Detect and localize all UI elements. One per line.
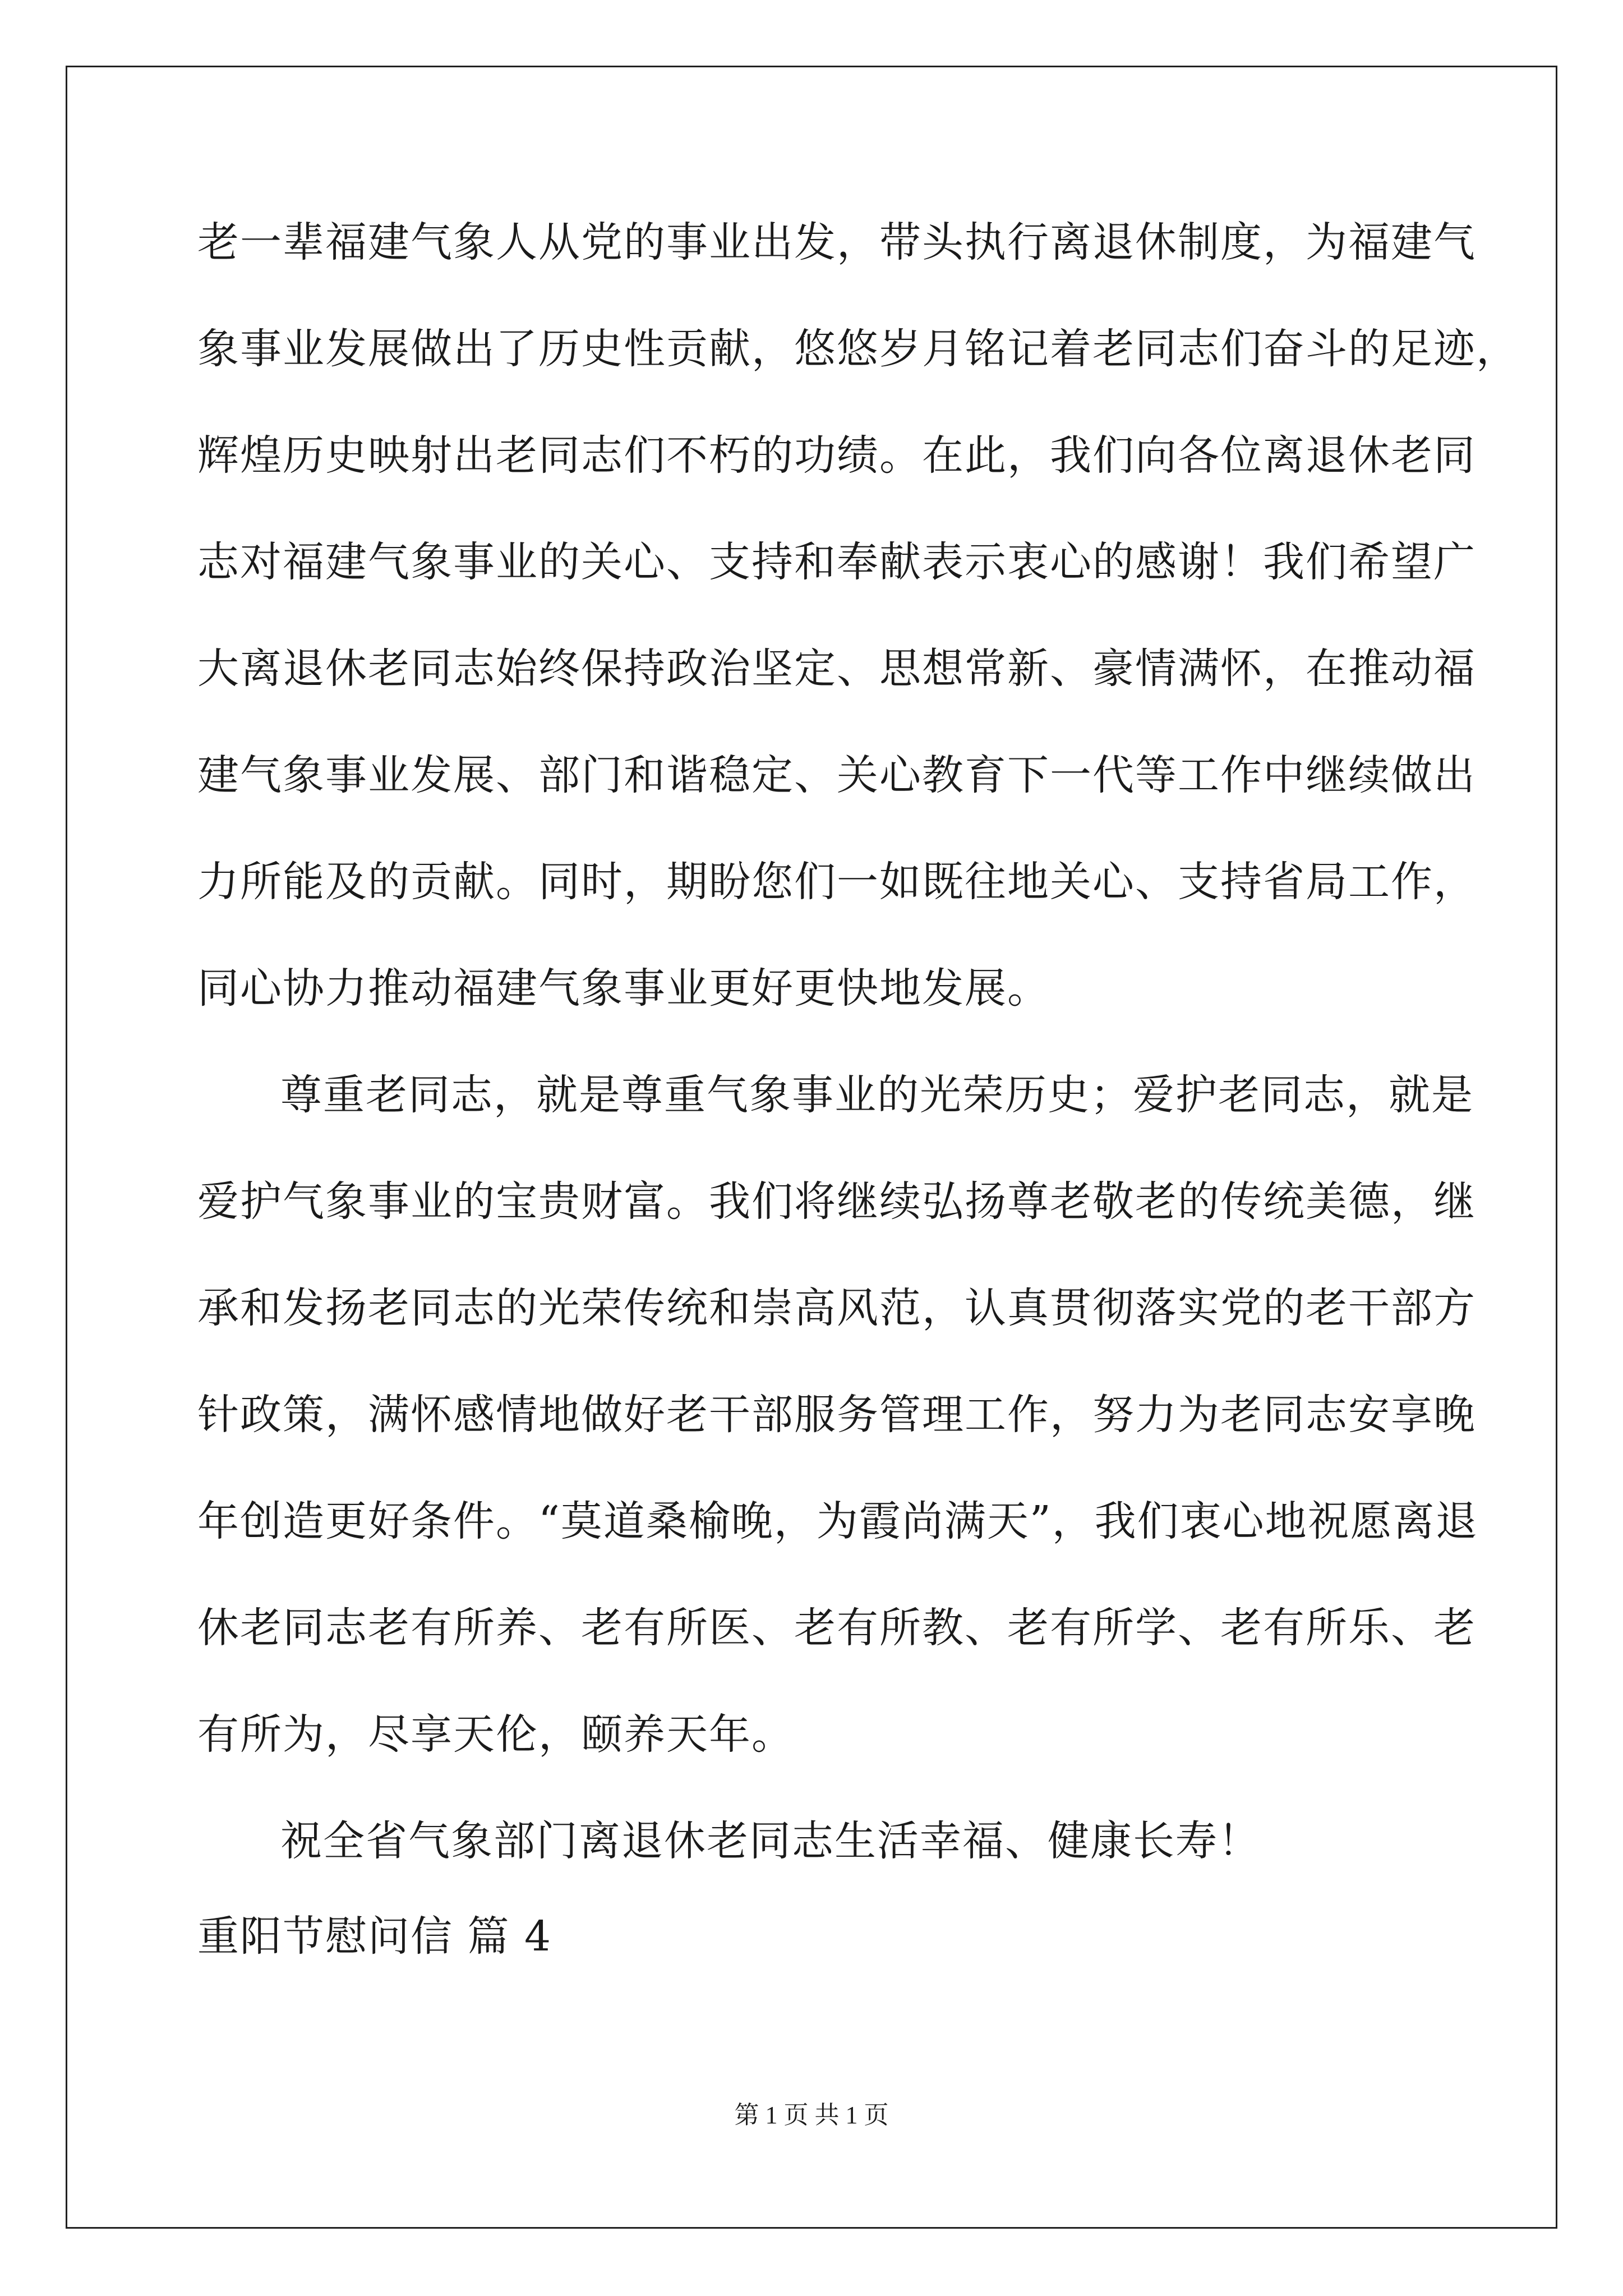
paragraph-1-line: 建气象事业发展、部门和谐稳定、关心教育下一代等工作中继续做出 [197,751,1476,799]
paragraph-1-line: 大离退休老同志始终保持政治坚定、思想常新、豪情满怀，在推动福 [197,645,1476,693]
paragraph-1-line: 同心协力推动福建气象事业更好更快地发展。 [197,964,1050,1013]
paragraph-1-line: 象事业发展做出了历史性贡献，悠悠岁月铭记着老同志们奋斗的足迹， [197,325,1519,373]
paragraph-1-line: 辉煌历史映射出老同志们不朽的功绩。在此，我们向各位离退休老同 [197,431,1476,480]
paragraph-1-line: 老一辈福建气象人从党的事业出发，带头执行离退休制度，为福建气 [197,218,1476,266]
paragraph-2-line: 承和发扬老同志的光荣传统和崇高风范，认真贯彻落实党的老干部方 [197,1284,1476,1332]
paragraph-2-line: 尊重老同志，就是尊重气象事业的光荣历史；爱护老同志，就是 [280,1071,1474,1119]
paragraph-2-line: 有所为，尽享天伦，颐养天年。 [197,1710,794,1759]
paragraph-2-line: 休老同志老有所养、老有所医、老有所教、老有所学、老有所乐、老 [197,1604,1476,1652]
paragraph-2-line: 爱护气象事业的宝贵财富。我们将继续弘扬尊老敬老的传统美德，继 [197,1177,1476,1226]
paragraph-2-line: 年创造更好条件。“莫道桑榆晚，为霞尚满天”，我们衷心地祝愿离退 [197,1497,1478,1545]
paragraph-2-line: 针政策，满怀感情地做好老干部服务管理工作，努力为老同志安享晚 [197,1391,1476,1439]
paragraph-1-line: 力所能及的贡献。同时，期盼您们一如既往地关心、支持省局工作， [197,858,1476,906]
section-heading: 重阳节慰问信 篇 4 [197,1912,552,1961]
page-footer: 第 1 页 共 1 页 [734,2101,889,2129]
paragraph-1-line: 志对福建气象事业的关心、支持和奉献表示衷心的感谢！我们希望广 [197,538,1476,586]
closing-wish: 祝全省气象部门离退休老同志生活幸福、健康长寿！ [280,1817,1261,1865]
